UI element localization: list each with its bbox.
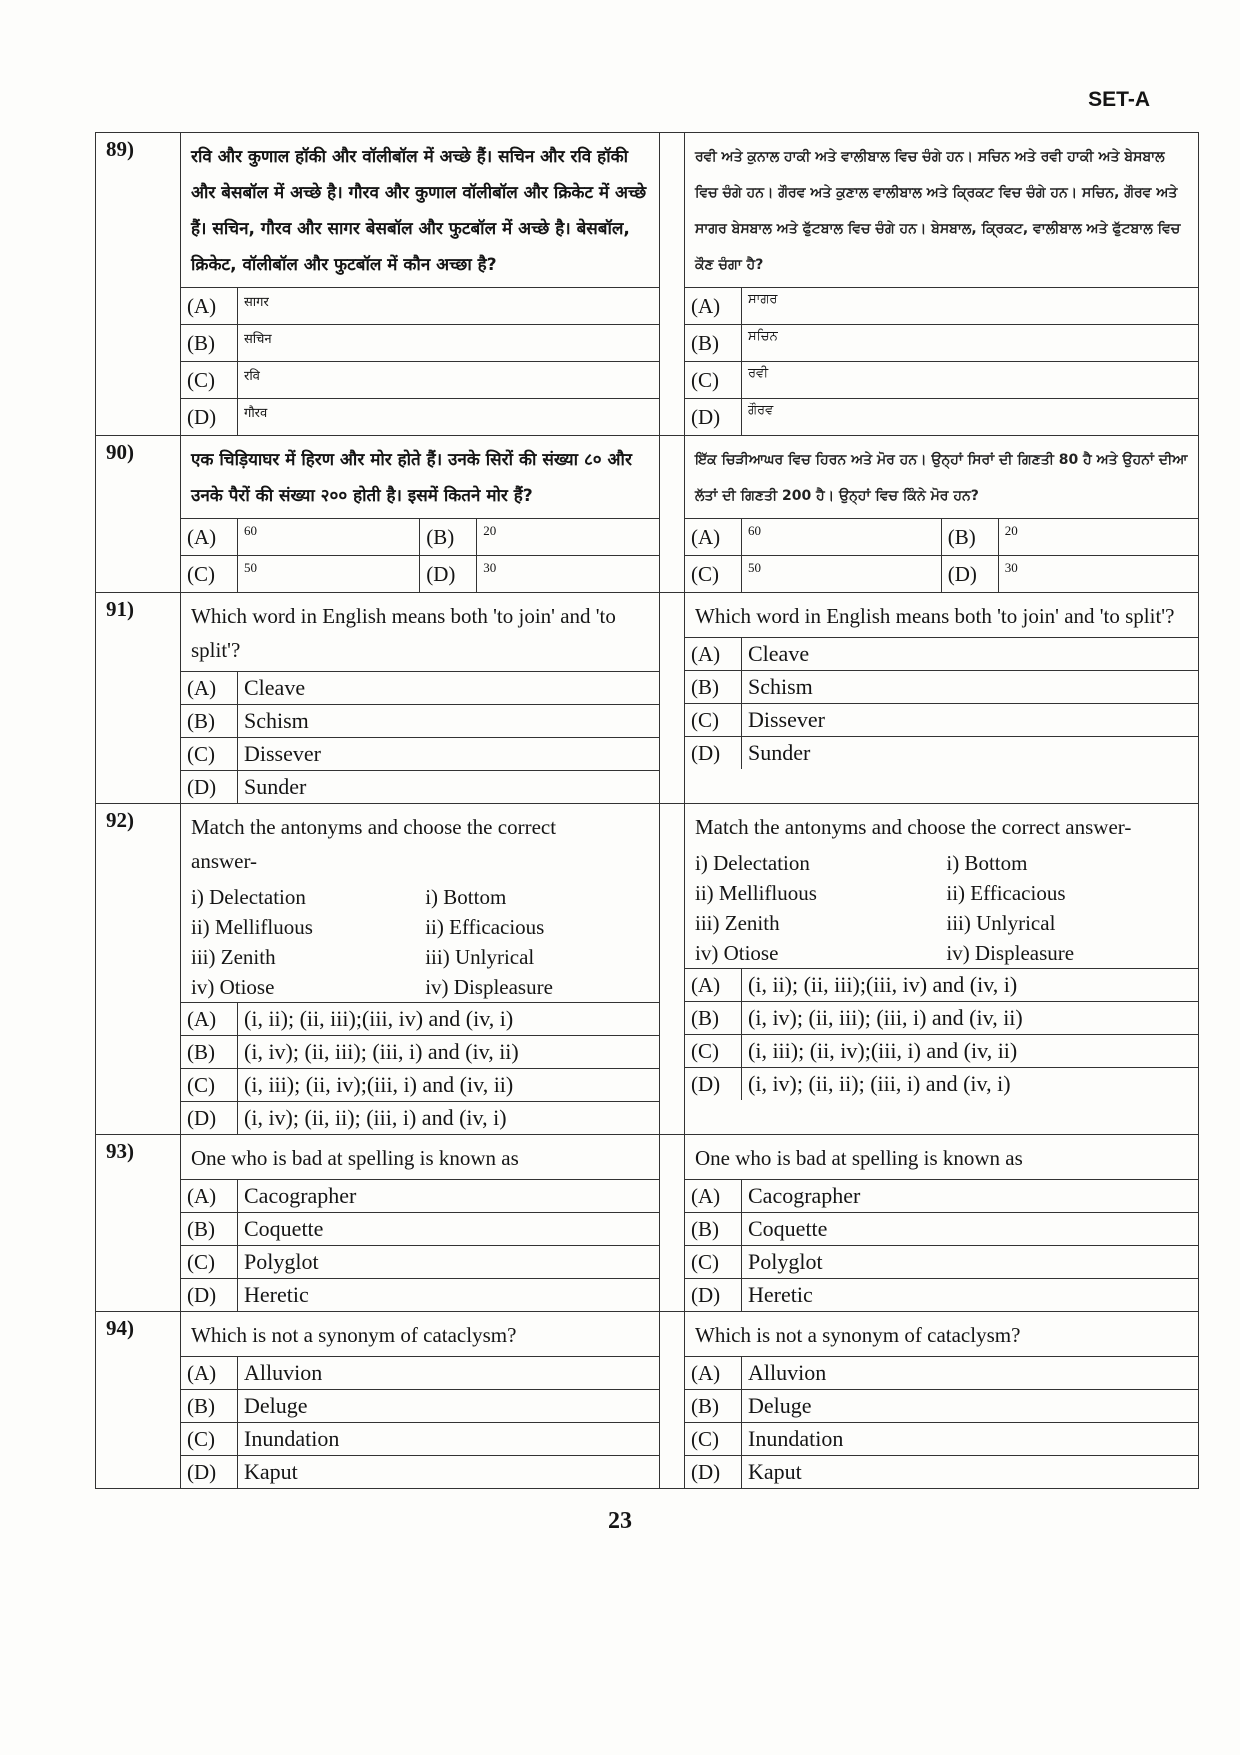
option-text: Sunder — [238, 771, 660, 804]
option-text: रवि — [238, 362, 660, 399]
question-stem: Match the antonyms and choose the correct answer- — [191, 815, 557, 873]
option-c — [181, 1423, 659, 1456]
option-label: (D) — [685, 1456, 742, 1489]
option-c — [685, 362, 1198, 399]
option-d — [181, 771, 659, 804]
option-label: (D) — [420, 556, 477, 593]
option-text: ਰਵੀ — [742, 362, 1199, 399]
options — [181, 287, 659, 435]
question-english-left — [181, 593, 660, 804]
option-label: (B) — [685, 671, 742, 704]
option-row — [181, 519, 659, 556]
options — [181, 518, 659, 592]
option-text: Heretic — [742, 1279, 1199, 1312]
option-label: (B) — [685, 1002, 742, 1035]
option-a — [685, 1180, 1198, 1213]
options — [181, 1356, 659, 1488]
column-gap — [660, 133, 685, 436]
option-label: (A) — [685, 1180, 742, 1213]
option-text: (i, iv); (ii, iii); (iii, i) and (iv, ii) — [238, 1036, 660, 1069]
question-93 — [96, 1135, 1199, 1312]
option-row — [181, 556, 659, 593]
page-number: 23 — [608, 1508, 632, 1534]
option-text: ਸਚਿਨ — [742, 325, 1199, 362]
option-label: (D) — [685, 737, 742, 770]
option-a — [685, 288, 1198, 325]
option-d — [685, 1279, 1198, 1312]
option-label: (A) — [181, 1003, 238, 1036]
option-text: Cacographer — [742, 1180, 1199, 1213]
option-label: (B) — [685, 1390, 742, 1423]
option-label: (A) — [685, 969, 742, 1002]
question-90 — [96, 436, 1199, 593]
pair-left: i) Delectation — [695, 850, 810, 875]
question-stem: Which word in English means both 'to join' and 'to split'? — [191, 604, 616, 662]
option-b — [685, 325, 1198, 362]
question-number: 91) — [96, 593, 181, 804]
option-text: Dissever — [742, 704, 1199, 737]
option-c — [181, 362, 659, 399]
pair-row — [181, 912, 659, 942]
pair-left: i) Delectation — [191, 884, 306, 909]
option-row — [685, 519, 1198, 556]
option-c — [685, 1423, 1198, 1456]
option-label: (C) — [685, 556, 742, 593]
pair-left: iii) Zenith — [191, 944, 276, 969]
option-c — [181, 738, 659, 771]
option-label: (B) — [181, 1036, 238, 1069]
pair-right: i) Bottom — [946, 850, 1028, 875]
option-text: (i, iii); (ii, iv);(iii, i) and (iv, ii) — [238, 1069, 660, 1102]
match-pairs — [181, 882, 659, 1002]
column-gap — [660, 593, 685, 804]
question-punjabi — [685, 436, 1199, 593]
option-label: (B) — [181, 705, 238, 738]
option-label: (A) — [181, 1357, 238, 1390]
option-label: (B) — [685, 1213, 742, 1246]
options — [181, 671, 659, 803]
option-label: (D) — [181, 771, 238, 804]
option-text: Sunder — [742, 737, 1199, 770]
question-punjabi — [685, 133, 1199, 436]
set-label: SET-A — [1088, 88, 1150, 111]
option-label: (C) — [181, 1069, 238, 1102]
question-table — [95, 132, 1199, 1489]
option-text: Deluge — [238, 1390, 660, 1423]
option-a — [181, 1003, 659, 1036]
option-label: (B) — [181, 325, 238, 362]
question-english-right — [685, 593, 1199, 804]
pair-right: ii) Efficacious — [425, 914, 545, 939]
option-text: ਸਾਗਰ — [742, 288, 1199, 325]
pair-row — [181, 882, 659, 912]
option-label: (D) — [941, 556, 998, 593]
option-label: (D) — [181, 1102, 238, 1135]
question-89 — [96, 133, 1199, 436]
options — [685, 1356, 1198, 1488]
option-text: Alluvion — [742, 1357, 1199, 1390]
question-stem: Match the antonyms and choose the correct answer- — [695, 815, 1132, 839]
option-row — [685, 556, 1198, 593]
question-hindi — [181, 133, 660, 436]
pair-row — [685, 938, 1198, 968]
question-number: 90) — [96, 436, 181, 593]
question-english-right — [685, 1135, 1199, 1312]
option-label: (C) — [181, 362, 238, 399]
option-label: (A) — [181, 1180, 238, 1213]
option-label: (C) — [181, 1423, 238, 1456]
column-gap — [660, 804, 685, 1135]
option-d — [685, 399, 1198, 436]
option-text: (i, iv); (ii, ii); (iii, i) and (iv, i) — [238, 1102, 660, 1135]
option-text: Coquette — [238, 1213, 660, 1246]
option-text: (i, iv); (ii, iii); (iii, i) and (iv, ii) — [742, 1002, 1199, 1035]
option-d — [181, 1456, 659, 1489]
option-text: Cleave — [238, 672, 660, 705]
option-text: सचिन — [238, 325, 660, 362]
question-stem: ਇੱਕ ਚਿੜੀਆਘਰ ਵਿਚ ਹਿਰਨ ਅਤੇ ਮੋਰ ਹਨ। ਉਨ੍ਹਾਂ ਸਿਰਾਂ ਦੀ ਗਿਣਤੀ 80 ਹੈ ਅਤੇ ਉਹਨਾਂ ਦੀਆ ਲੱਤਾਂ ਦੀ ਗਿਣਤੀ 200 ਹੈ। ਉਨ੍ਹਾਂ ਵਿਚ ਕਿੰਨੇ ਮੋਰ ਹਨ? — [695, 452, 1188, 504]
option-d — [685, 737, 1198, 770]
pair-row — [685, 878, 1198, 908]
option-label: (A) — [685, 288, 742, 325]
option-text: Schism — [238, 705, 660, 738]
option-c — [685, 1035, 1198, 1068]
pair-row — [685, 848, 1198, 878]
option-label: (B) — [941, 519, 998, 556]
option-text: 20 — [477, 519, 659, 556]
options — [685, 518, 1198, 592]
option-label: (C) — [181, 738, 238, 771]
option-b — [685, 1390, 1198, 1423]
question-stem: एक चिड़ियाघर में हिरण और मोर होते हैं। उनके सिरों की संख्या ८० और उनके पैरों की संख्या २०० होती है। इसमें कितने मोर हैं? — [191, 450, 632, 506]
option-b — [181, 1036, 659, 1069]
pair-right: iii) Unlyrical — [425, 944, 535, 969]
option-text: ਗੌਰਵ — [742, 399, 1199, 436]
options — [685, 287, 1198, 435]
option-c — [685, 1246, 1198, 1279]
option-text: 50 — [742, 556, 942, 593]
option-b — [181, 325, 659, 362]
option-text: Cleave — [742, 638, 1199, 671]
option-text: (i, iii); (ii, iv);(iii, i) and (iv, ii) — [742, 1035, 1199, 1068]
question-number: 94) — [96, 1312, 181, 1489]
option-a — [685, 969, 1198, 1002]
pair-left: iv) Otiose — [191, 974, 275, 999]
option-label: (D) — [181, 399, 238, 436]
option-c — [181, 1246, 659, 1279]
pair-left: iii) Zenith — [695, 910, 780, 935]
options — [685, 1179, 1198, 1311]
question-91 — [96, 593, 1199, 804]
option-d — [685, 1068, 1198, 1101]
option-text: Inundation — [742, 1423, 1199, 1456]
option-label: (C) — [685, 1423, 742, 1456]
option-label: (B) — [181, 1213, 238, 1246]
option-label: (D) — [685, 1279, 742, 1312]
pair-right: i) Bottom — [425, 884, 507, 909]
option-text: Kaput — [742, 1456, 1199, 1489]
option-label: (A) — [181, 288, 238, 325]
option-c — [685, 704, 1198, 737]
option-label: (C) — [685, 1035, 742, 1068]
option-text: (i, iv); (ii, ii); (iii, i) and (iv, i) — [742, 1068, 1199, 1101]
option-text: Kaput — [238, 1456, 660, 1489]
option-d — [181, 1102, 659, 1135]
option-label: (C) — [181, 1246, 238, 1279]
pair-right: iv) Displeasure — [425, 974, 553, 999]
option-b — [685, 1213, 1198, 1246]
question-stem: One who is bad at spelling is known as — [191, 1146, 519, 1170]
option-d — [685, 1456, 1198, 1489]
option-label: (D) — [685, 1068, 742, 1101]
question-english-right — [685, 1312, 1199, 1489]
pair-right: iii) Unlyrical — [946, 910, 1056, 935]
option-label: (D) — [181, 1456, 238, 1489]
option-a — [685, 1357, 1198, 1390]
option-text: 30 — [998, 556, 1198, 593]
option-text: Heretic — [238, 1279, 660, 1312]
option-text: सागर — [238, 288, 660, 325]
option-text: 20 — [998, 519, 1198, 556]
option-text: Cacographer — [238, 1180, 660, 1213]
pair-left: ii) Mellifluous — [695, 880, 817, 905]
column-gap — [660, 1135, 685, 1312]
option-d — [181, 399, 659, 436]
option-text: Deluge — [742, 1390, 1199, 1423]
option-b — [685, 1002, 1198, 1035]
option-a — [181, 672, 659, 705]
option-b — [181, 705, 659, 738]
question-number: 89) — [96, 133, 181, 436]
option-a — [685, 638, 1198, 671]
question-stem: Which is not a synonym of cataclysm? — [191, 1323, 517, 1347]
question-english-right — [685, 804, 1199, 1135]
option-label: (B) — [685, 325, 742, 362]
option-label: (C) — [685, 1246, 742, 1279]
option-b — [685, 671, 1198, 704]
question-english-left — [181, 1135, 660, 1312]
pair-left: iv) Otiose — [695, 940, 779, 965]
match-pairs — [685, 848, 1198, 968]
option-text: Coquette — [742, 1213, 1199, 1246]
option-text: Inundation — [238, 1423, 660, 1456]
question-hindi — [181, 436, 660, 593]
option-label: (D) — [181, 1279, 238, 1312]
option-b — [181, 1213, 659, 1246]
question-92 — [96, 804, 1199, 1135]
option-b — [181, 1390, 659, 1423]
pair-row — [181, 972, 659, 1002]
option-text: (i, ii); (ii, iii);(iii, iv) and (iv, i) — [238, 1003, 660, 1036]
option-text: गौरव — [238, 399, 660, 436]
question-stem: One who is bad at spelling is known as — [695, 1146, 1023, 1170]
options — [181, 1002, 659, 1134]
option-text: Polyglot — [238, 1246, 660, 1279]
pair-row — [685, 908, 1198, 938]
options — [181, 1179, 659, 1311]
option-label: (B) — [420, 519, 477, 556]
option-text: 60 — [238, 519, 420, 556]
question-english-left — [181, 1312, 660, 1489]
option-text: 50 — [238, 556, 420, 593]
option-text: Dissever — [238, 738, 660, 771]
option-label: (D) — [685, 399, 742, 436]
option-label: (C) — [685, 704, 742, 737]
pair-row — [181, 942, 659, 972]
option-d — [181, 1279, 659, 1312]
option-label: (C) — [685, 362, 742, 399]
option-text: 30 — [477, 556, 659, 593]
pair-right: ii) Efficacious — [946, 880, 1066, 905]
option-label: (C) — [181, 556, 238, 593]
option-a — [181, 1357, 659, 1390]
question-stem: Which word in English means both 'to join' and 'to split'? — [695, 604, 1175, 628]
option-c — [181, 1069, 659, 1102]
option-a — [181, 1180, 659, 1213]
question-stem: ਰਵੀ ਅਤੇ ਕੁਨਾਲ ਹਾਕੀ ਅਤੇ ਵਾਲੀਬਾਲ ਵਿਚ ਚੰਗੇ ਹਨ। ਸਚਿਨ ਅਤੇ ਰਵੀ ਹਾਕੀ ਅਤੇ ਬੇਸਬਾਲ ਵਿਚ ਚੰਗੇ ਹਨ। ਗੌਰਵ ਅਤੇ ਕੁਣਾਲ ਵਾਲੀਬਾਲ ਅਤੇ ਕ੍ਰਿਕਟ ਵਿਚ ਚੰਗੇ ਹਨ। ਸਚਿਨ, ਗੌਰਵ ਅਤੇ ਸਾਗਰ ਬੇਸਬਾਲ ਅਤੇ ਫੁੱਟਬਾਲ ਵਿਚ ਚੰਗੇ ਹਨ। ਬੇਸਬਾਲ, ਕ੍ਰਿਕਟ, ਵਾਲੀਬਾਲ ਅਤੇ ਫੁੱਟਬਾਲ ਵਿਚ ਕੌਣ ਚੰਗਾ ਹੈ? — [695, 149, 1181, 273]
option-text: Alluvion — [238, 1357, 660, 1390]
option-text: Schism — [742, 671, 1199, 704]
question-english-left — [181, 804, 660, 1135]
option-label: (A) — [685, 1357, 742, 1390]
question-stem: रवि और कुणाल हॉकी और वॉलीबॉल में अच्छे हैं। सचिन और रवि हॉकी और बेसबॉल में अच्छे है। गौरव और कुणाल वॉलीबॉल और क्रिकेट में अच्छे हैं। सचिन, गौरव और सागर बेसबॉल और फुटबॉल में अच्छे है। बेसबॉल, क्रिकेट, वॉलीबॉल और फुटबॉल में कौन अच्छा है? — [191, 147, 647, 275]
option-label: (B) — [181, 1390, 238, 1423]
column-gap — [660, 436, 685, 593]
question-stem: Which is not a synonym of cataclysm? — [695, 1323, 1021, 1347]
question-number: 92) — [96, 804, 181, 1135]
question-number: 93) — [96, 1135, 181, 1312]
option-label: (A) — [181, 519, 238, 556]
option-text: 60 — [742, 519, 942, 556]
options — [685, 637, 1198, 769]
option-a — [181, 288, 659, 325]
question-94 — [96, 1312, 1199, 1489]
options — [685, 968, 1198, 1100]
column-gap — [660, 1312, 685, 1489]
pair-left: ii) Mellifluous — [191, 914, 313, 939]
option-text: (i, ii); (ii, iii);(iii, iv) and (iv, i) — [742, 969, 1199, 1002]
pair-right: iv) Displeasure — [946, 940, 1075, 965]
option-text: Polyglot — [742, 1246, 1199, 1279]
option-label: (A) — [685, 519, 742, 556]
option-label: (A) — [685, 638, 742, 671]
option-label: (A) — [181, 672, 238, 705]
